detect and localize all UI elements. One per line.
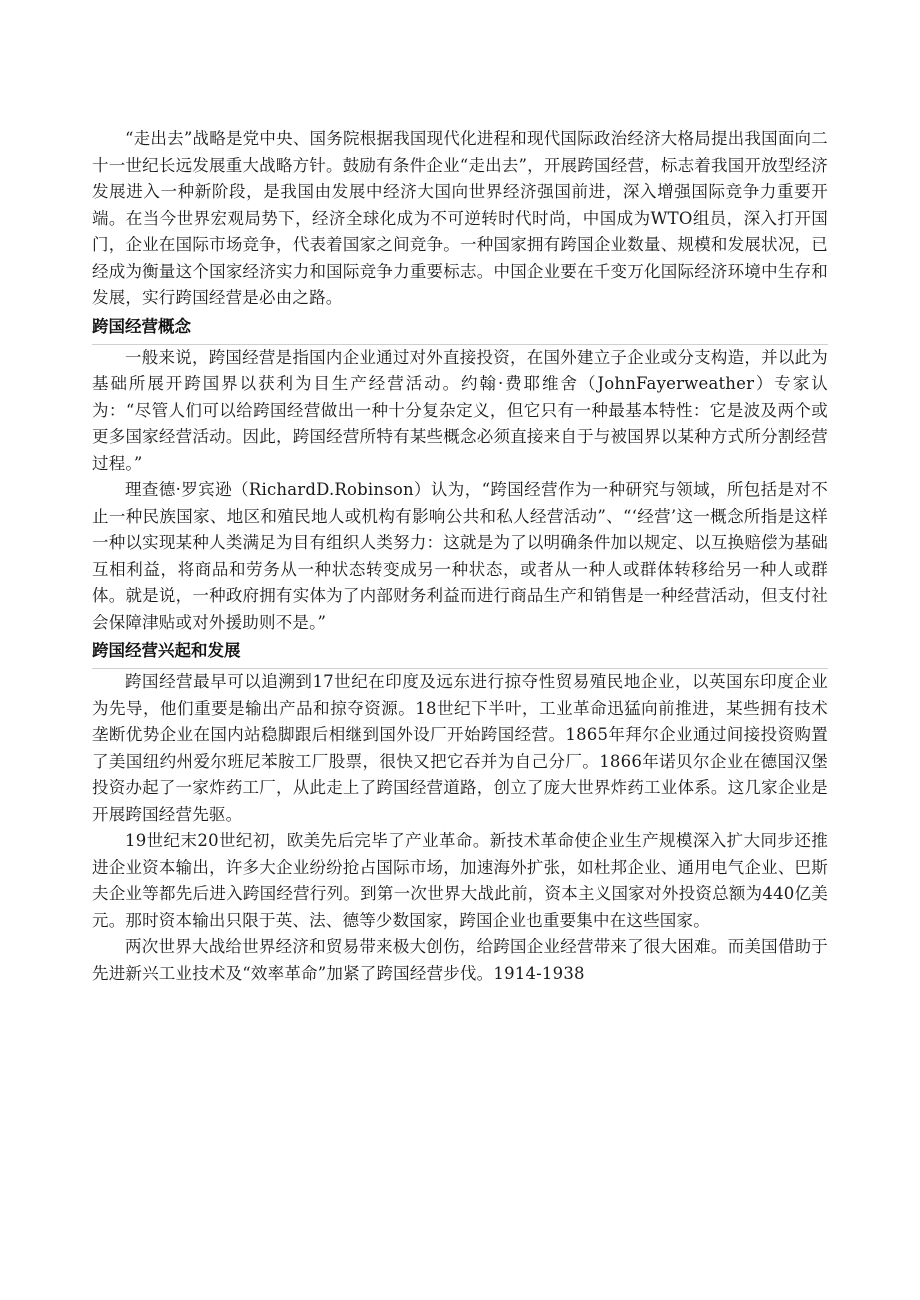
intro-paragraph: “走出去”战略是党中央、国务院根据我国现代化进程和现代国际政治经济大格局提出我国面向二十一世纪长远发展重大战略方针。鼓励有条件企业“走出去”，开展跨国经营，标志着我国开放型经济发展进入一种新阶段，是我国由发展中经济大国向世界经济强国前进，深入增强国际竞争力重要开端。在当今世界宏观局势下，经济全球化成为不可逆转时代时尚，中国成为WTO组员，深入打开国门，企业在国际市场竞争，代表着国家之间竞争。一种国家拥有跨国企业数量、规模和发展状况，已经成为衡量这个国家经济实力和国际竞争力重要标志。中国企业要在千变万化国际经济环境中生存和发展，实行跨国经营是必由之路。 xyxy=(92,129,828,307)
section-heading-concept: 跨国经营概念 xyxy=(92,316,191,336)
concept-paragraph-1: 一般来说，跨国经营是指国内企业通过对外直接投资，在国外建立子企业或分支构造，并以此为基础所展开跨国界以获利为目生产经营活动。约翰·费耶维舍（JohnFayerweather）专家认为：“尽管人们可以给跨国经营做出一种十分复杂定义，但它只有一种最基本特性：它是波及两个或更多国家经营活动。因此，跨国经营所特有某些概念必须直接来自于与被国界以某种方式所分割经营过程。” xyxy=(92,344,828,478)
history-paragraph-3: 两次世界大战给世界经济和贸易带来极大创伤，给跨国企业经营带来了很大困难。而美国借助于先进新兴工业技术及“效率革命”加紧了跨国经营步伐。1914-1938 xyxy=(92,937,828,983)
history-paragraph-2: 19世纪末20世纪初，欧美先后完毕了产业革命。新技术革命使企业生产规模深入扩大同步还推进企业资本输出，许多大企业纷纷抢占国际市场，加速海外扩张，如杜邦企业、通用电气企业、巴斯夫企业等都先后进入跨国经营行列。到第一次世界大战此前，资本主义国家对外投资总额为440亿美元。那时资本输出只限于英、法、德等少数国家，跨国企业也重要集中在这些国家。 xyxy=(92,831,828,930)
section-heading-history: 跨国经营兴起和发展 xyxy=(92,641,241,660)
history-paragraph-1: 跨国经营最早可以追溯到17世纪在印度及远东进行掠夺性贸易殖民地企业，以英国东印度企业为先导，他们重要是输出产品和掠夺资源。18世纪下半叶，工业革命迅猛向前推进，某些拥有技术垄断优势企业在国内站稳脚跟后相继到国外设厂开始跨国经营。1865年拜尔企业通过间接投资购置了美国纽约州爱尔班尼苯胺工厂股票，很快又把它吞并为自己分厂。1866年诺贝尔企业在德国汉堡投资办起了一家炸药工厂，从此走上了跨国经营道路，创立了庞大世界炸药工业体系。这几家企业是开展跨国经营先驱。 xyxy=(92,668,828,828)
concept-paragraph-2: 理查德·罗宾逊（RichardD.Robinson）认为，“跨国经营作为一种研究与领域，所包括是对不止一种民族国家、地区和殖民地人或机构有影响公共和私人经营活动”、“‘经营’这一概念所指是这样一种以实现某种人类满足为目有组织人类努力：这就是为了以明确条件加以规定、以互换赔偿为基础互相利益，将商品和劳务从一种状态转变成另一种状态，或者从一种人或群体转移给另一种人或群体。就是说，一种政府拥有实体为了内部财务利益而进行商品生产和销售是一种经营活动，但支付社会保障津贴或对外援助则不是。” xyxy=(92,480,828,632)
document-page xyxy=(92,126,828,987)
